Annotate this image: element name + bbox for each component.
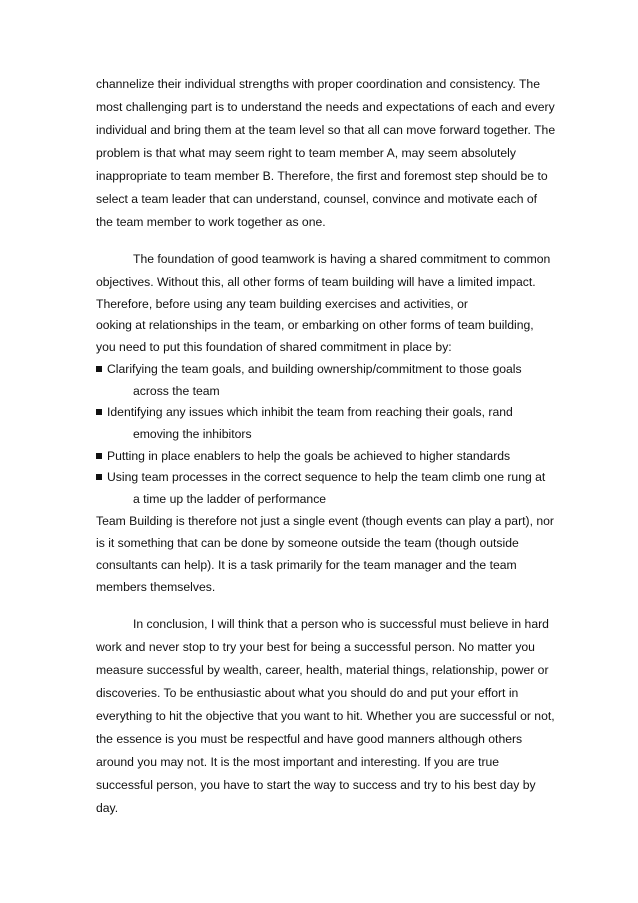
paragraph-4-line: around you may not. It is the most important and interesting. If you are true [96,755,500,769]
paragraph-1-line: most challenging part is to understand the needs and expectations of each and every [96,100,555,114]
paragraph-2-line: Therefore, before using any team building exercises and activities, or [96,297,468,311]
bullet-square-icon [96,366,102,372]
paragraph-4-line: everything to hit the objective that you want to hit. Whether you are successful or not, [96,709,555,723]
bullet-item [96,362,522,376]
paragraph-3-line: consultants can help). It is a task primarily for the team manager and the team [96,558,517,572]
paragraph-3-line: is it something that can be done by someone outside the team (though outside [96,536,519,550]
paragraph-3-line: members themselves. [96,580,216,594]
paragraph-2-line: you need to put this foundation of shared commitment in place by: [96,340,452,354]
bullet-text: Identifying any issues which inhibit the team from reaching their goals, rand [107,405,513,419]
bullet-square-icon [96,453,102,459]
bullet-continuation: emoving the inhibitors [133,427,252,441]
paragraph-4-line: day. [96,801,119,815]
bullet-item [96,405,513,419]
paragraph-2-line: The foundation of good teamwork is having a shared commitment to common [133,252,551,266]
paragraph-1-line: inappropriate to team member B. Therefore, the first and foremost step should be to [96,169,548,183]
bullet-text: Using team processes in the correct sequence to help the team climb one rung at [107,470,546,484]
bullet-continuation: a time up the ladder of performance [133,492,327,506]
paragraph-3-line: Team Building is therefore not just a single event (though events can play a part), nor [96,514,554,528]
bullet-square-icon [96,409,102,415]
paragraph-4-line: measure successful by wealth, career, health, material things, relationship, power or [96,663,549,677]
paragraph-4-line: work and never stop to try your best for being a successful person. No matter you [96,640,535,654]
paragraph-4-line: the essence is you must be respectful and have good manners although others [96,732,523,746]
paragraph-2-line: objectives. Without this, all other forms of team building will have a limited impact. [96,275,536,289]
paragraph-1-line: select a team leader that can understand, counsel, convince and motivate each of [96,192,538,206]
bullet-text: Putting in place enablers to help the goals be achieved to higher standards [107,449,511,463]
bullet-square-icon [96,474,102,480]
paragraph-2-line: ooking at relationships in the team, or embarking on other forms of team building, [96,318,534,332]
paragraph-1-line: channelize their individual strengths with proper coordination and consistency. The [96,77,540,91]
paragraph-1-line: individual and bring them at the team level so that all can move forward together. The [96,123,556,137]
paragraph-4-line: In conclusion, I will think that a person who is successful must believe in hard [133,617,549,631]
bullet-item [96,470,545,484]
bullet-continuation: across the team [133,384,220,398]
paragraph-1-line: the team member to work together as one. [96,215,326,229]
bullet-text: Clarifying the team goals, and building ownership/commitment to those goals [107,362,522,376]
paragraph-4-line: discoveries. To be enthusiastic about what you should do and put your effort in [96,686,519,700]
paragraph-4-line: successful person, you have to start the way to success and try to his best day by [96,778,536,792]
paragraph-1-line: problem is that what may seem right to team member A, may seem absolutely [96,146,516,160]
bullet-item [96,449,510,463]
